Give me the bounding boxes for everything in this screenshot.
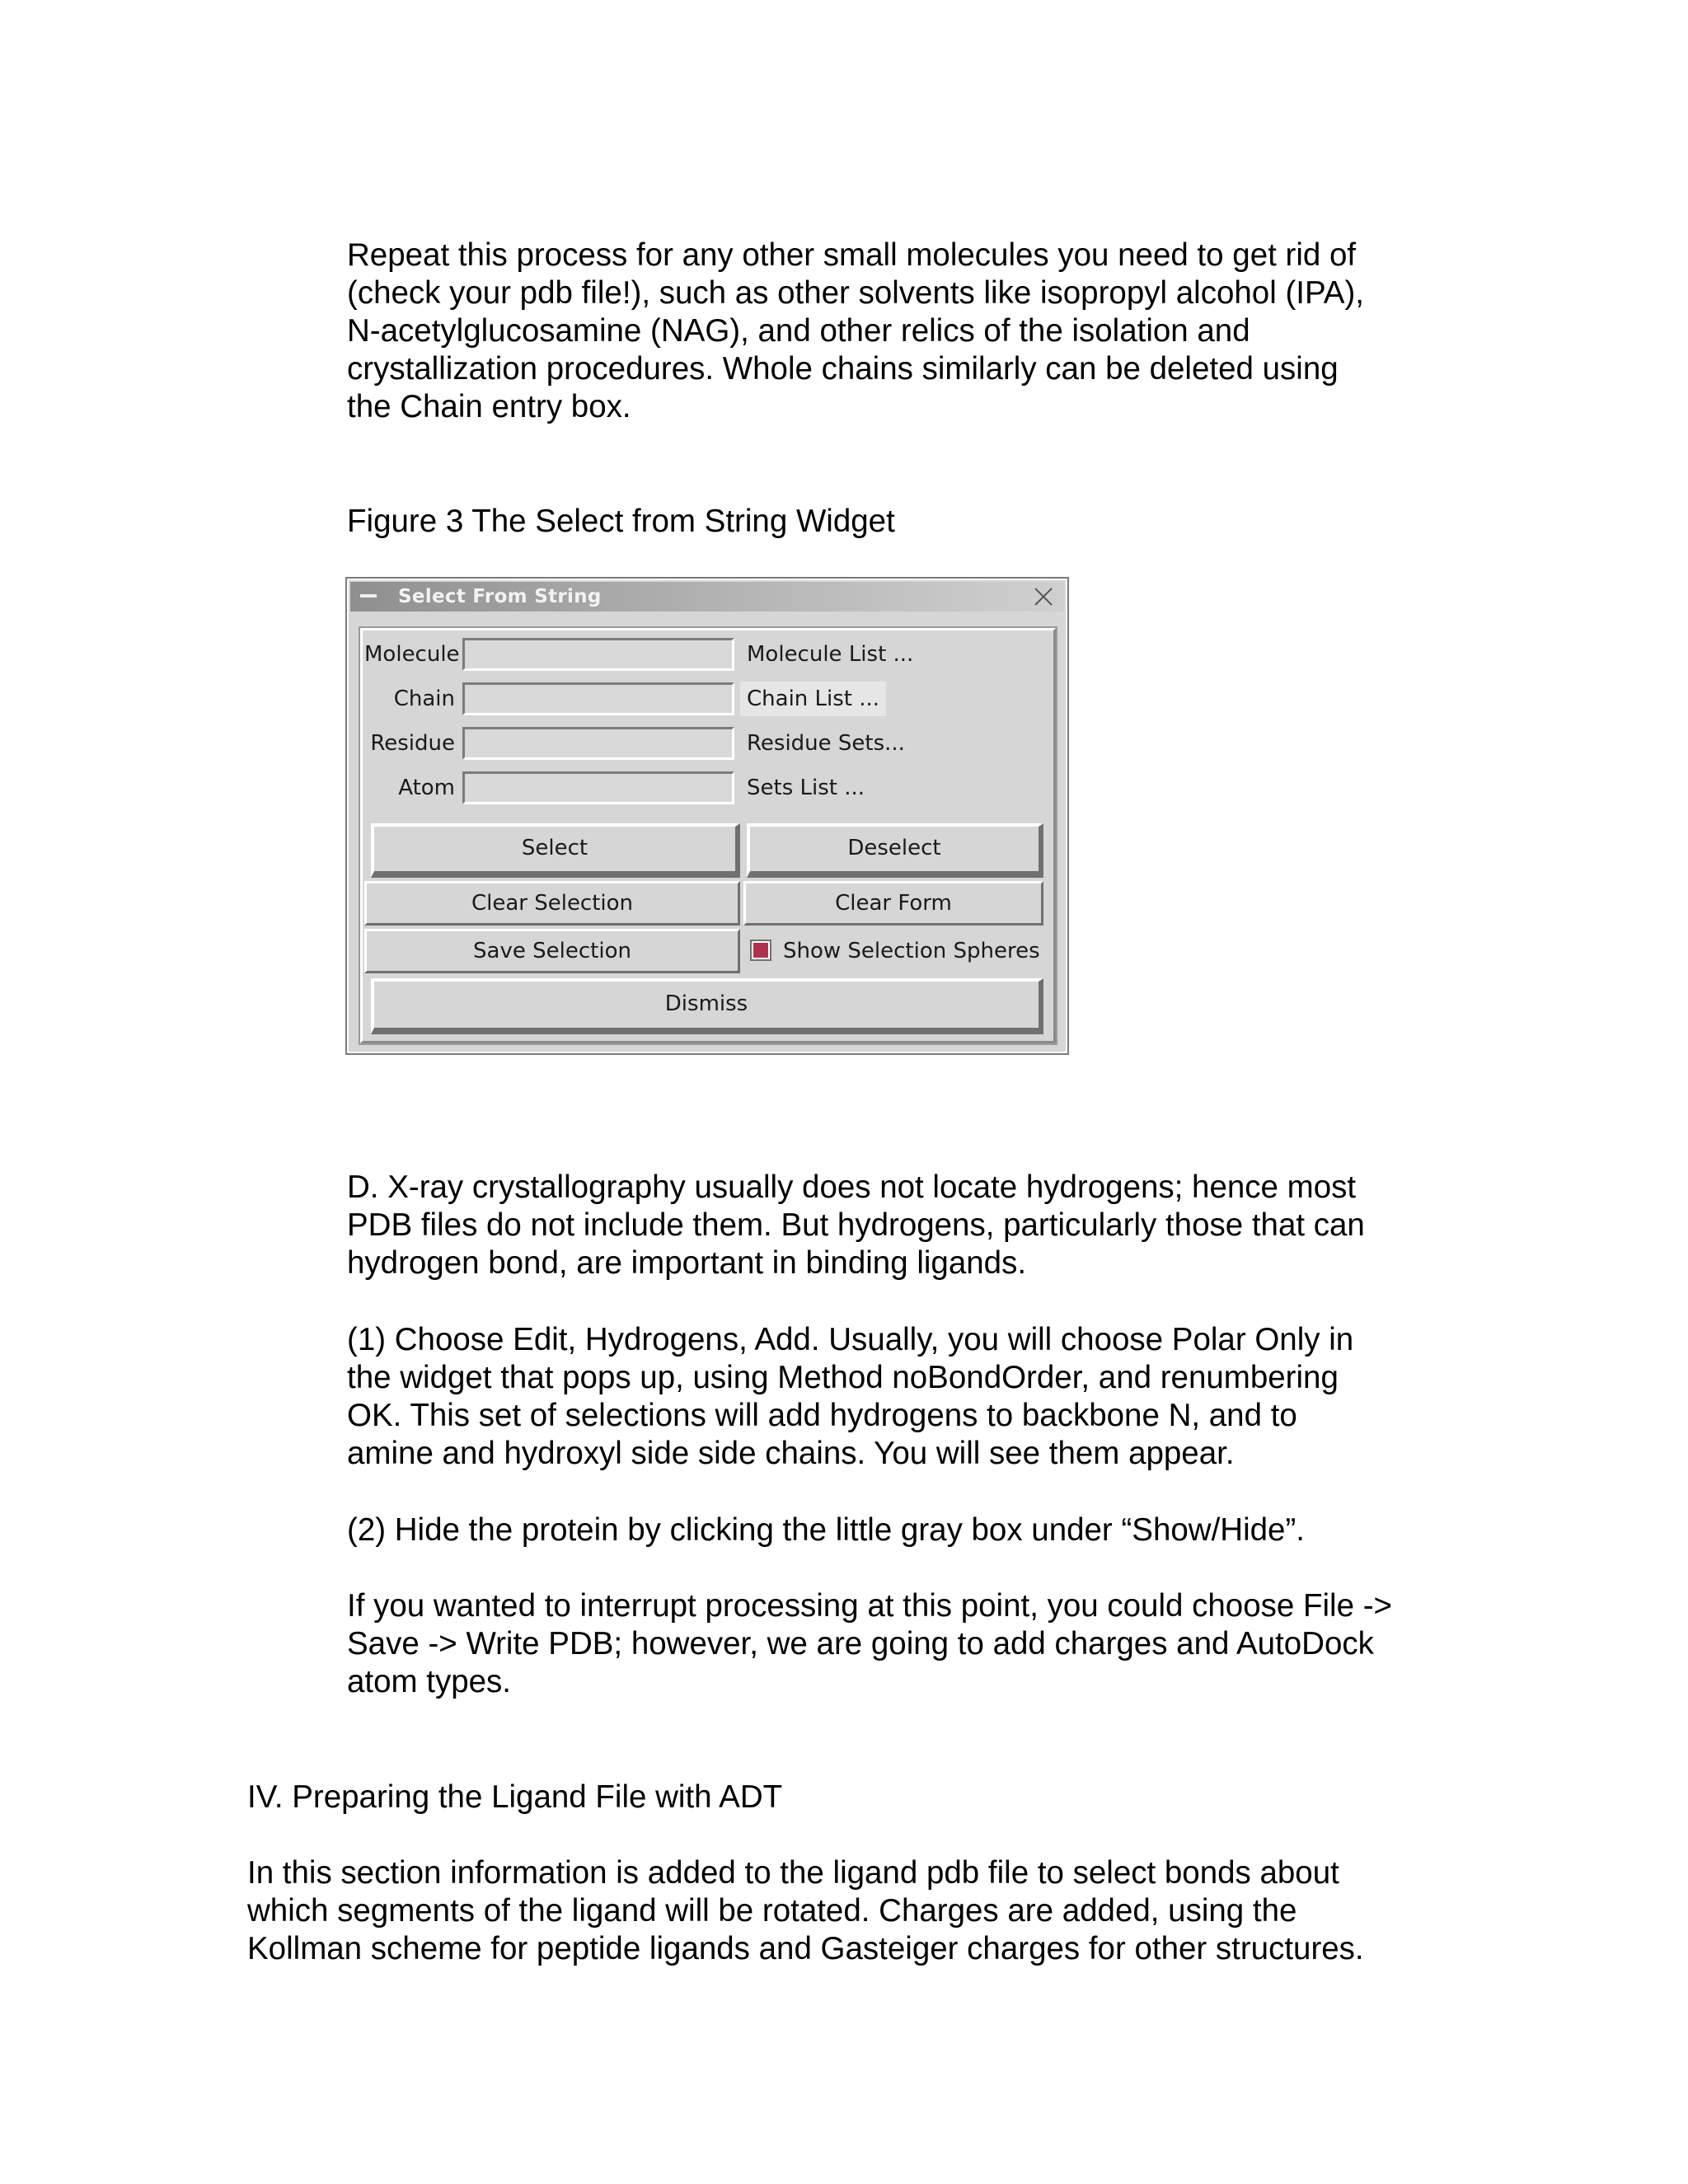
deselect-button[interactable]: Deselect	[747, 823, 1043, 878]
show-spheres-label: Show Selection Spheres	[783, 939, 1040, 963]
text-line: the widget that pops up, using Method noBondOrder, and renumbering	[347, 1360, 1339, 1395]
select-button[interactable]: Select	[371, 823, 740, 878]
molecule-list-button[interactable]: Molecule List ...	[747, 642, 914, 667]
dialog-title: Select From String	[398, 586, 602, 607]
section-iv-paragraph	[247, 1854, 1364, 1968]
atom-label: Atom	[398, 776, 455, 800]
residue-label: Residue	[370, 731, 455, 756]
text-line: If you wanted to interrupt processing at this point, you could choose File ->	[347, 1588, 1392, 1624]
section-heading: IV. Preparing the Ligand File with ADT	[247, 1779, 783, 1815]
text-line: OK. This set of selections will add hydrogens to backbone N, and to	[347, 1398, 1297, 1433]
text-line: PDB files do not include them. But hydrogens, particularly those that can	[347, 1207, 1365, 1243]
clear-selection-button[interactable]: Clear Selection	[364, 881, 740, 926]
atom-input[interactable]	[462, 771, 734, 804]
text-line: Kollman scheme for peptide ligands and Gasteiger charges for other structures.	[247, 1931, 1364, 1966]
residue-input[interactable]	[462, 727, 734, 760]
figure-caption: Figure 3 The Select from String Widget	[347, 504, 895, 539]
title-bar[interactable]	[350, 582, 1064, 612]
interrupt-paragraph	[347, 1587, 1392, 1701]
dismiss-button[interactable]: Dismiss	[371, 978, 1043, 1034]
text-line: which segments of the ligand will be rotated. Charges are added, using the	[247, 1893, 1297, 1929]
residue-sets-button[interactable]: Residue Sets...	[747, 731, 905, 756]
dialog-body	[360, 628, 1056, 1043]
show-selection-spheres-toggle[interactable]	[752, 939, 1040, 963]
sets-list-button[interactable]: Sets List ...	[747, 776, 865, 800]
section-d-paragraph	[347, 1169, 1365, 1282]
text-line: crystallization procedures. Whole chains similarly can be deleted using	[347, 351, 1339, 387]
text-line: the Chain entry box.	[347, 389, 631, 424]
chain-list-button[interactable]: Chain List ...	[740, 682, 886, 716]
select-from-string-dialog	[347, 579, 1067, 1053]
text-line: N-acetylglucosamine (NAG), and other relics of the isolation and	[347, 313, 1250, 349]
checkbox-icon[interactable]	[752, 941, 770, 959]
text-line: D. X-ray crystallography usually does not locate hydrogens; hence most	[347, 1169, 1357, 1205]
text-line: Repeat this process for any other small molecules you need to get rid of	[347, 237, 1357, 273]
text-line: hydrogen bond, are important in binding ligands.	[347, 1245, 1027, 1281]
window-menu-icon[interactable]	[360, 594, 377, 598]
chain-label: Chain	[393, 687, 455, 711]
text-line: In this section information is added to the ligand pdb file to select bonds about	[247, 1855, 1339, 1891]
step-2-paragraph: (2) Hide the protein by clicking the little gray box under “Show/Hide”.	[347, 1512, 1305, 1548]
step-1-paragraph	[347, 1321, 1353, 1473]
text-line: amine and hydroxyl side side chains. You will see them appear.	[347, 1436, 1235, 1471]
chain-input[interactable]	[462, 682, 734, 715]
text-line: Save -> Write PDB; however, we are going to add charges and AutoDock	[347, 1626, 1374, 1661]
text-line: (1) Choose Edit, Hydrogens, Add. Usually, you will choose Polar Only in	[347, 1322, 1354, 1357]
close-icon[interactable]	[1031, 584, 1056, 609]
text-line: (check your pdb file!), such as other solvents like isopropyl alcohol (IPA),	[347, 275, 1364, 311]
molecule-input[interactable]	[462, 638, 734, 671]
save-selection-button[interactable]: Save Selection	[364, 929, 740, 973]
molecule-label: Molecule	[364, 642, 460, 667]
clear-form-button[interactable]: Clear Form	[743, 881, 1043, 926]
intro-paragraph	[347, 237, 1364, 426]
text-line: atom types.	[347, 1664, 512, 1699]
